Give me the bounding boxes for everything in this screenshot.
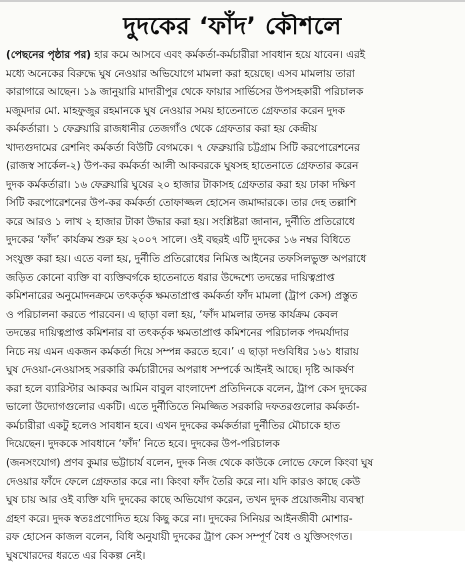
body-line: (জনসংযোগ) প্রণব কুমার ভট্টাচার্য বলেন, দুদক নিজ থেকে কাউকে লোভে ফেলে কিংবা ঘুষ (6, 457, 374, 470)
body-line: ঘুষখোরদের ধরতে এর বিকল্প নেই। (6, 549, 146, 562)
body-line-text: হার কমে আসবে এবং কর্মকর্তা-কর্মচারীরা সাবধান হয়ে যাবেন। এরই (90, 49, 365, 61)
body-line: গ্রহণ করে। দুদক স্বতঃপ্রণোদিত হয়ে কিছু করে না। দুদকের সিনিয়র আইনজীবী মোশার- (6, 512, 353, 525)
body-line: জড়িত কোনো ব্যক্তি বা ব্যক্তিবর্গকে হাতেনাতে ধরার উদ্দেশ্যে তদন্তের দায়িত্বপ্রাপ্ত (6, 271, 335, 284)
body-line: তদন্তের দায়িত্বপ্রাপ্ত কমিশনার বা তৎকর্তৃক ক্ষমতাপ্রাপ্ত কমিশনের পরিচালক পদমর্যাদার (6, 327, 349, 340)
body-line: ও পরিচালনা করতে পারবেন। এ ছাড়া বলা হয়, ‘ফাঁদ মামলার তদন্ত কার্যক্রম কেবল (6, 308, 338, 321)
body-line: কর্মচারীরা একটু হলেও সাবধান হবে। এখন দুদকের কর্মকর্তারা দুর্নীতির মৌচাকে হাত (6, 419, 341, 432)
body-line: ঘুষ দেওয়া-নেওয়াসহ সরকারি কর্মচারীদের অপরাধ সম্পর্কে আইনই আছে। দৃষ্টি আকর্ষণ (6, 364, 355, 377)
body-line: দিয়েছেন। দুদককে সাবধানে ‘ফাঁদ’ নিতে হবে। দুদকের উপ-পরিচালক (6, 438, 280, 451)
continuation-label: (পেছনের পৃষ্ঠার পর) (6, 49, 91, 61)
body-line: দুদক কর্মকর্তারা। ১৬ ফেব্রুয়ারি ঘুষের ২০ হাজার টাকাসহ গ্রেফতার করা হয় ঢাকা দক্ষিণ (6, 178, 356, 191)
body-line: (রাজস্ব সার্কেল-২) উপ-কর কর্মকর্তা আলী আকবরকে ঘুষসহ হাতেনাতে গ্রেফতার করেন (6, 160, 359, 173)
body-line: সিটি করপোরেশনের উপ-কর কর্মকর্তা তোফাজ্জল হোসেন জমাদ্দারকে। তার দেহ তল্লাশি (6, 197, 357, 210)
body-line: ঘুষ চায় আর ওই ব্যক্তি যদি দুদকের কাছে অভিযোগ করেন, তখন দুদক প্রয়োজনীয় ব্যবস্থা (6, 494, 365, 507)
body-line (6, 46, 459, 65)
article-body (6, 46, 459, 562)
body-line: কর্মকর্তারা। ১ ফেব্রুয়ারি রাজধানীর তেজগাঁও থেকে গ্রেফতার করা হয় কেন্দ্রীয় (6, 123, 318, 136)
body-line: দেওয়ার ফাঁদে ফেলে গ্রেফতার করে না। কিংবা ফাঁদ তৈরি করে না। যদি কারও কাছে কেউ (6, 475, 361, 488)
body-line: করে আরও ১ লাখ ২ হাজার টাকা উদ্ধার করা হয়। সংশ্লিষ্টরা জানান, দুর্নীতি প্রতিরোধে (6, 215, 355, 228)
article-headline: দুদকের ‘ফাঁদ’ কৌশলে (123, 12, 342, 40)
body-line: করা হলে ব্যারিস্টার আকবর আমিন বাবুল বাংলাদেশ প্রতিদিনকে বলেন, ট্রাপ কেস দুদকের (6, 382, 367, 395)
body-line: কারাগারে আছেন। ১৯ জানুয়ারি মাদারীপুর থেকে ফায়ার সার্ভিসের উপসহকারী পরিচালক (6, 86, 364, 99)
body-line: মজুমদার মো. মাহফুজুর রহমানকে ঘুষ নেওয়ার সময় হাতেনাতে গ্রেফতার করেন দুদক (6, 104, 345, 117)
body-line: ভালো উদ্যোগগুলোর একটি। এতে দুর্নীতিতে নিমজ্জিত সরকারি দফতরগুলোর কর্মকর্তা- (6, 401, 360, 414)
body-line: সংযুক্ত করা হয়। এতে বলা হয়, দুর্নীতি প্রতিরোধের নিমিত্ত আইনের তফসিলভুক্ত অপরাধে (6, 253, 367, 266)
body-line: নিচে নয় এমন একজন কর্মকর্তা দিয়ে সম্পন্ন করতে হবে।’ এ ছাড়া দণ্ডবিধির ১৬১ ধারায় (6, 345, 359, 358)
body-line: কমিশনারের অনুমোদনক্রমে তৎকর্তৃক ক্ষমতাপ্রাপ্ত কর্মকর্তা ফাঁদ মামলা (ট্রাপ কেস) প্রস্তুত (6, 290, 358, 303)
body-line: মধ্যে অনেকের বিরুদ্ধে ঘুষ নেওয়ার অভিযোগে মামলা করা হয়েছে। এসব মামলায় তারা (6, 67, 355, 80)
body-line: খাদ্যগুদামের রেশনিং কর্মকর্তা বিউটি বেগমকে। ৭ ফেব্রুয়ারি চট্টগ্রাম সিটি করপোরেশনের (6, 141, 360, 154)
body-line: রফ হোসেন কাজল বলেন, বিধি অনুযায়ী দুদকের ট্রাপ কেস সম্পূর্ণ বৈধ ও যুক্তিসংগত। (6, 531, 353, 544)
body-line: দুদকের ‘ফাঁদ’ কার্যক্রম শুরু হয় ২০০৭ সালে। ওই বছরই এটি দুদকের ১৬ নম্বর বিধিতে (6, 234, 351, 247)
